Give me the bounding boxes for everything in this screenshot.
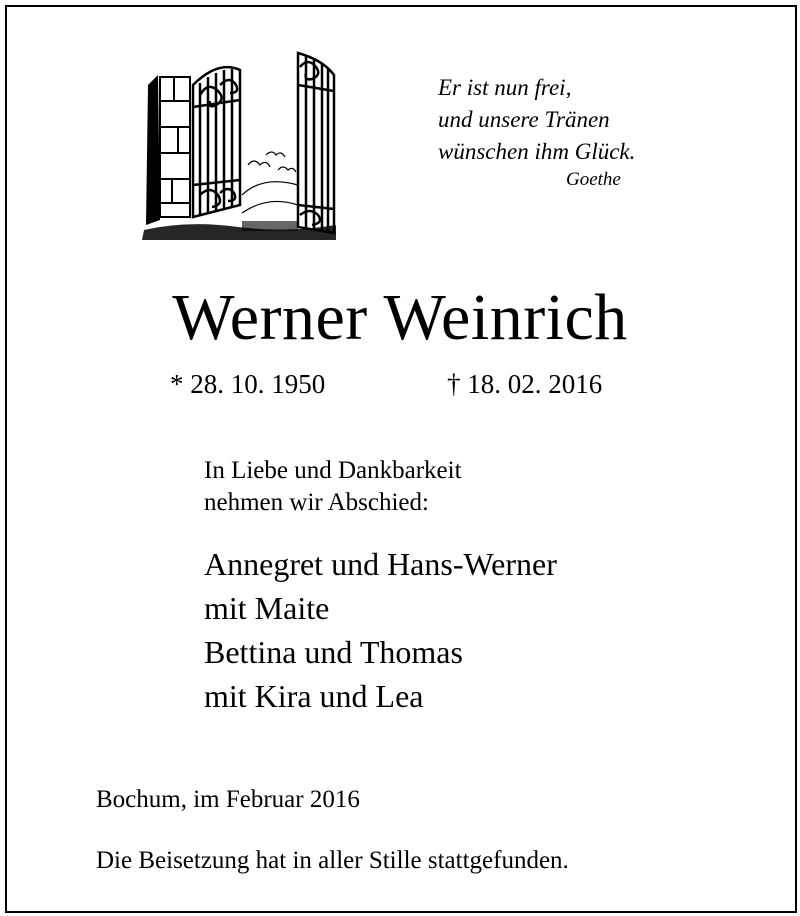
- place-date: Bochum, im Februar 2016: [96, 786, 360, 813]
- mourner-line: Annegret und Hans-Werner: [204, 546, 557, 582]
- mourner-line: mit Kira und Lea: [204, 678, 424, 714]
- left-gate-wing: [193, 67, 240, 217]
- intro-line: nehmen wir Abschied:: [204, 489, 429, 516]
- open-gate-icon: [138, 45, 338, 240]
- farewell-intro: [204, 455, 462, 519]
- quote-author: Goethe: [566, 169, 621, 190]
- quote-line: wünschen ihm Glück.: [438, 139, 636, 164]
- funeral-note: Die Beisetzung hat in aller Stille stattgefunden.: [96, 847, 569, 874]
- stone-pillar: [160, 77, 190, 217]
- birth-date: * 28. 10. 1950: [170, 369, 326, 399]
- garden-path: [242, 152, 298, 213]
- mourner-line: mit Maite: [204, 590, 330, 626]
- quote-line: und unsere Tränen: [438, 107, 610, 132]
- quote-line: Er ist nun frei,: [438, 75, 572, 100]
- right-gate-wing: [298, 53, 334, 233]
- mourners-list: [204, 542, 557, 718]
- intro-line: In Liebe und Dankbarkeit: [204, 457, 462, 484]
- death-date: † 18. 02. 2016: [447, 369, 603, 399]
- deceased-name: Werner Weinrich: [172, 281, 628, 354]
- goethe-quote: [438, 72, 635, 192]
- mourner-line: Bettina und Thomas: [204, 634, 463, 670]
